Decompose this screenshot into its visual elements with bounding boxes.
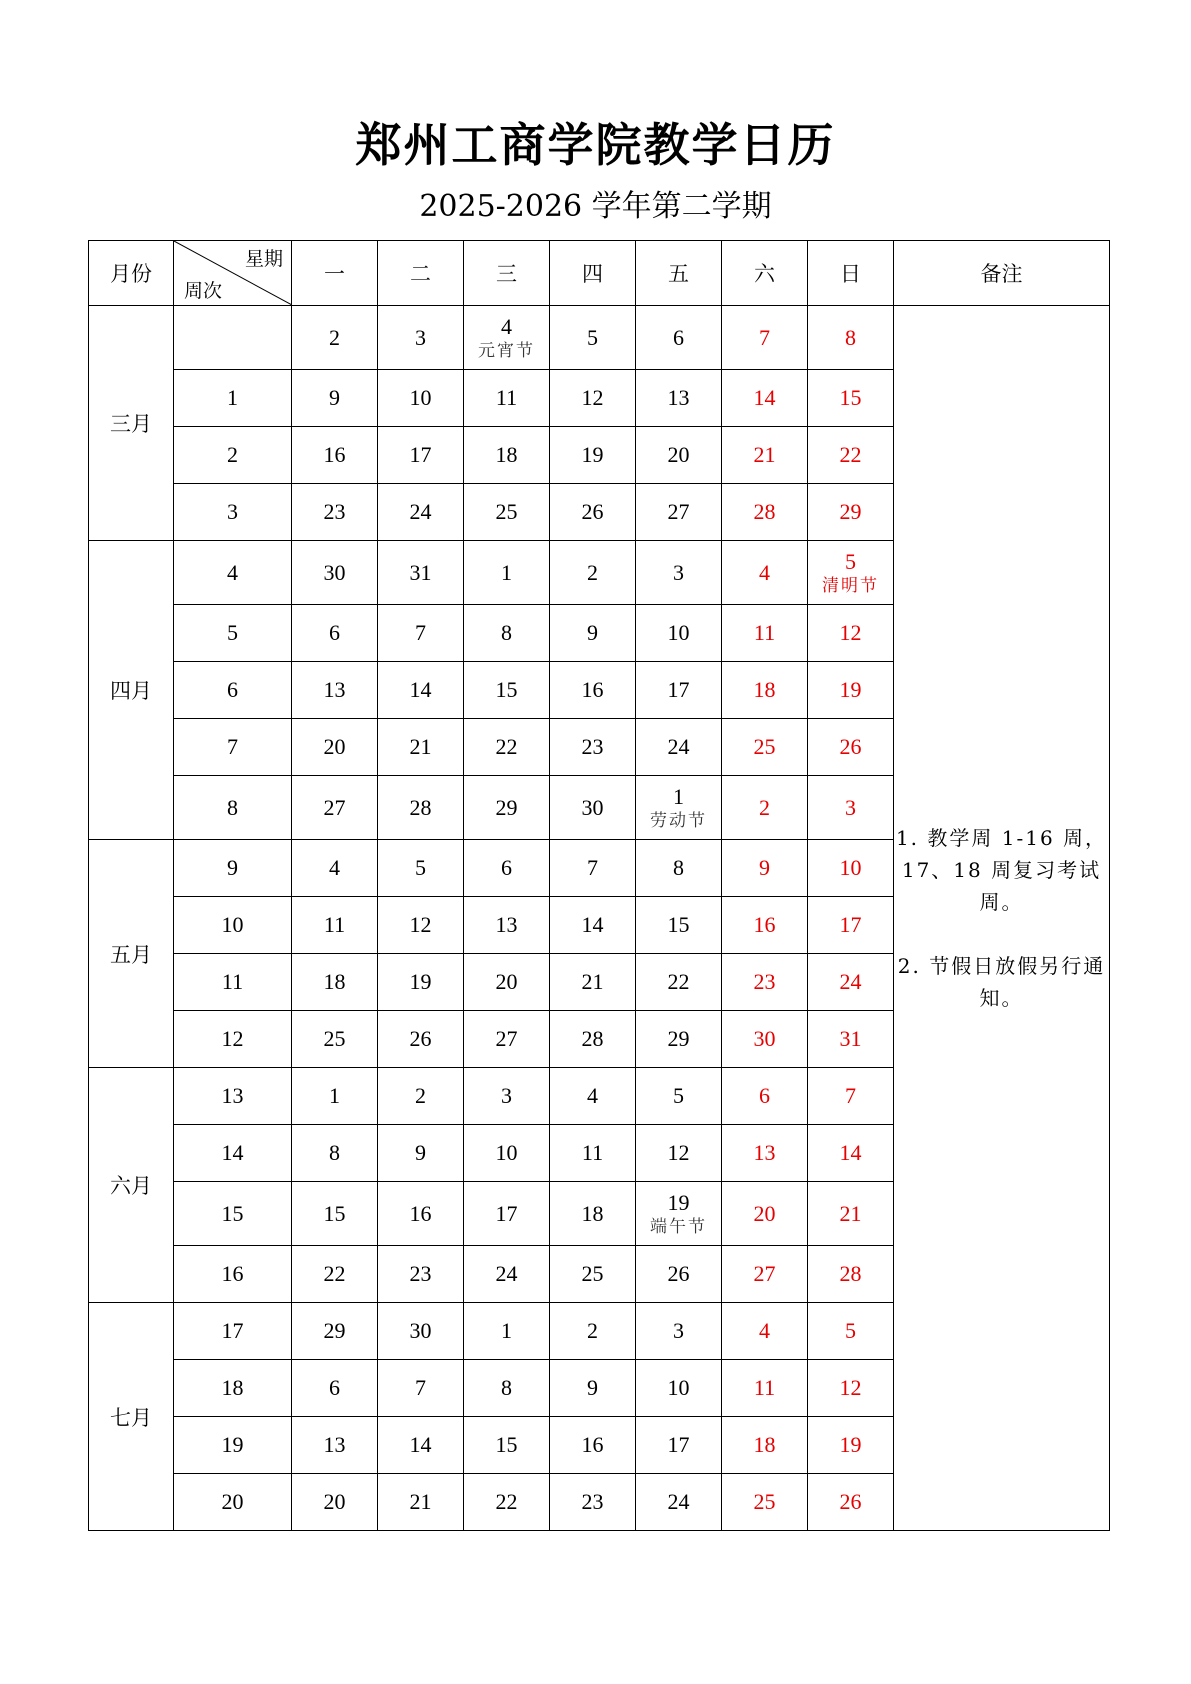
day-cell: 19	[378, 954, 464, 1011]
day-cell: 13	[464, 897, 550, 954]
notes-cell	[894, 306, 1110, 1531]
day-cell: 5	[808, 1303, 894, 1360]
day-cell: 3	[636, 541, 722, 605]
day-cell: 18	[292, 954, 378, 1011]
week-number-cell: 1	[174, 370, 292, 427]
day-cell	[636, 1182, 722, 1246]
day-header-wed: 三	[464, 241, 550, 306]
day-cell: 30	[722, 1011, 808, 1068]
week-number-cell: 15	[174, 1182, 292, 1246]
day-cell: 3	[808, 776, 894, 840]
week-number-cell: 20	[174, 1474, 292, 1531]
day-cell: 13	[722, 1125, 808, 1182]
day-cell: 9	[378, 1125, 464, 1182]
day-cell: 25	[550, 1246, 636, 1303]
header-row	[89, 241, 1110, 306]
day-cell: 6	[636, 306, 722, 370]
day-cell: 21	[378, 719, 464, 776]
day-cell: 15	[464, 1417, 550, 1474]
day-cell: 5	[378, 840, 464, 897]
day-cell: 1	[464, 541, 550, 605]
day-number: 5	[845, 548, 856, 574]
week-number-cell: 16	[174, 1246, 292, 1303]
day-cell: 23	[550, 719, 636, 776]
day-cell: 24	[464, 1246, 550, 1303]
day-cell: 28	[550, 1011, 636, 1068]
day-cell: 13	[292, 662, 378, 719]
day-cell: 18	[464, 427, 550, 484]
day-cell: 4	[722, 1303, 808, 1360]
day-cell: 24	[636, 719, 722, 776]
day-header-thu: 四	[550, 241, 636, 306]
day-cell: 16	[722, 897, 808, 954]
day-cell: 25	[722, 1474, 808, 1531]
day-cell: 21	[808, 1182, 894, 1246]
day-number: 19	[667, 1189, 690, 1215]
day-cell: 16	[550, 662, 636, 719]
week-number-cell: 4	[174, 541, 292, 605]
week-number-cell: 19	[174, 1417, 292, 1474]
day-cell: 25	[722, 719, 808, 776]
day-cell: 26	[636, 1246, 722, 1303]
week-number-cell: 11	[174, 954, 292, 1011]
week-number-cell: 12	[174, 1011, 292, 1068]
week-number-cell: 5	[174, 605, 292, 662]
day-cell: 7	[808, 1068, 894, 1125]
day-cell: 12	[808, 1360, 894, 1417]
day-cell: 19	[550, 427, 636, 484]
week-number-cell: 2	[174, 427, 292, 484]
page-title: 郑州工商学院教学日历	[355, 118, 836, 172]
day-cell: 22	[464, 1474, 550, 1531]
day-cell: 9	[550, 1360, 636, 1417]
day-cell: 2	[550, 1303, 636, 1360]
day-cell: 30	[550, 776, 636, 840]
day-cell: 20	[292, 1474, 378, 1531]
week-number-cell: 14	[174, 1125, 292, 1182]
day-cell: 27	[464, 1011, 550, 1068]
week-number-cell: 17	[174, 1303, 292, 1360]
day-cell: 6	[722, 1068, 808, 1125]
day-header-sat: 六	[722, 241, 808, 306]
day-cell: 16	[550, 1417, 636, 1474]
day-cell: 10	[464, 1125, 550, 1182]
day-cell: 9	[292, 370, 378, 427]
week-weekday-header	[174, 241, 292, 306]
day-cell: 7	[550, 840, 636, 897]
day-cell: 24	[636, 1474, 722, 1531]
day-cell: 17	[378, 427, 464, 484]
day-cell: 30	[378, 1303, 464, 1360]
day-cell: 21	[722, 427, 808, 484]
day-cell: 14	[722, 370, 808, 427]
day-cell: 13	[636, 370, 722, 427]
week-number-cell	[174, 306, 292, 370]
day-cell: 3	[464, 1068, 550, 1125]
week-number-cell: 18	[174, 1360, 292, 1417]
day-cell: 31	[378, 541, 464, 605]
day-cell: 10	[636, 1360, 722, 1417]
day-cell: 9	[550, 605, 636, 662]
month-cell: 四月	[89, 541, 174, 840]
day-number: 4	[501, 313, 512, 339]
note-item: 1. 教学周 1-16 周，17、18 周复习考试周。	[895, 826, 1108, 914]
week-number-cell: 3	[174, 484, 292, 541]
day-cell: 27	[292, 776, 378, 840]
day-cell: 14	[378, 1417, 464, 1474]
day-cell: 12	[808, 605, 894, 662]
day-cell: 17	[636, 1417, 722, 1474]
day-cell	[808, 541, 894, 605]
day-cell: 7	[378, 1360, 464, 1417]
day-cell: 11	[722, 1360, 808, 1417]
day-cell: 7	[722, 306, 808, 370]
day-cell: 9	[722, 840, 808, 897]
weekday-label: 星期	[244, 248, 283, 270]
day-cell: 19	[808, 662, 894, 719]
day-cell: 10	[808, 840, 894, 897]
note-item: 2. 节假日放假另行通知。	[897, 954, 1106, 1010]
day-cell: 18	[550, 1182, 636, 1246]
day-cell: 16	[292, 427, 378, 484]
month-cell: 三月	[89, 306, 174, 541]
day-cell: 18	[722, 1417, 808, 1474]
day-cell: 2	[722, 776, 808, 840]
day-cell: 12	[550, 370, 636, 427]
day-cell: 25	[464, 484, 550, 541]
day-header-fri: 五	[636, 241, 722, 306]
day-cell: 2	[378, 1068, 464, 1125]
day-cell: 29	[292, 1303, 378, 1360]
day-cell: 23	[722, 954, 808, 1011]
day-cell: 30	[292, 541, 378, 605]
day-cell: 20	[292, 719, 378, 776]
day-cell: 8	[464, 605, 550, 662]
day-cell: 6	[292, 1360, 378, 1417]
day-cell: 7	[378, 605, 464, 662]
day-cell: 18	[722, 662, 808, 719]
day-header-mon: 一	[292, 241, 378, 306]
day-cell: 1	[292, 1068, 378, 1125]
day-cell: 4	[292, 840, 378, 897]
week-number-cell: 8	[174, 776, 292, 840]
day-cell: 5	[636, 1068, 722, 1125]
day-cell: 22	[292, 1246, 378, 1303]
day-cell: 23	[292, 484, 378, 541]
day-cell: 22	[464, 719, 550, 776]
day-cell: 10	[378, 370, 464, 427]
day-cell: 2	[292, 306, 378, 370]
day-cell: 11	[464, 370, 550, 427]
day-cell: 3	[378, 306, 464, 370]
day-cell	[636, 776, 722, 840]
day-cell: 27	[636, 484, 722, 541]
day-cell: 1	[464, 1303, 550, 1360]
day-cell: 5	[550, 306, 636, 370]
day-cell: 8	[464, 1360, 550, 1417]
notes-header: 备注	[894, 241, 1110, 306]
week-number-cell: 9	[174, 840, 292, 897]
day-cell: 20	[722, 1182, 808, 1246]
day-cell: 29	[464, 776, 550, 840]
day-cell: 24	[378, 484, 464, 541]
day-cell: 10	[636, 605, 722, 662]
day-cell: 23	[550, 1474, 636, 1531]
day-cell: 24	[808, 954, 894, 1011]
day-cell: 27	[722, 1246, 808, 1303]
day-cell: 11	[292, 897, 378, 954]
day-cell: 14	[550, 897, 636, 954]
week-number-cell: 7	[174, 719, 292, 776]
week-number-cell: 6	[174, 662, 292, 719]
month-cell: 六月	[89, 1068, 174, 1303]
week-number-cell: 10	[174, 897, 292, 954]
day-cell: 8	[636, 840, 722, 897]
day-cell: 4	[722, 541, 808, 605]
day-cell: 26	[550, 484, 636, 541]
day-cell: 11	[722, 605, 808, 662]
month-cell: 五月	[89, 840, 174, 1068]
day-header-tue: 二	[378, 241, 464, 306]
day-cell: 29	[636, 1011, 722, 1068]
day-cell: 22	[636, 954, 722, 1011]
week-label: 周次	[184, 280, 223, 302]
day-cell: 3	[636, 1303, 722, 1360]
day-cell	[464, 306, 550, 370]
holiday-label: 端午节	[650, 1216, 707, 1237]
holiday-label: 劳动节	[650, 810, 707, 831]
holiday-label: 清明节	[822, 575, 879, 596]
day-cell: 23	[378, 1246, 464, 1303]
day-cell: 29	[808, 484, 894, 541]
day-cell: 12	[636, 1125, 722, 1182]
day-cell: 13	[292, 1417, 378, 1474]
day-cell: 15	[464, 662, 550, 719]
day-cell: 20	[636, 427, 722, 484]
day-number: 1	[673, 783, 684, 809]
day-cell: 15	[636, 897, 722, 954]
day-cell: 15	[292, 1182, 378, 1246]
day-header-sun: 日	[808, 241, 894, 306]
week-row	[89, 306, 1110, 370]
day-cell: 28	[808, 1246, 894, 1303]
holiday-label: 元宵节	[478, 340, 535, 361]
day-cell: 6	[464, 840, 550, 897]
day-cell: 2	[550, 541, 636, 605]
day-cell: 26	[808, 719, 894, 776]
day-cell: 22	[808, 427, 894, 484]
month-header: 月份	[89, 241, 174, 306]
day-cell: 14	[808, 1125, 894, 1182]
day-cell: 28	[722, 484, 808, 541]
day-cell: 20	[464, 954, 550, 1011]
day-cell: 6	[292, 605, 378, 662]
day-cell: 12	[378, 897, 464, 954]
day-cell: 26	[808, 1474, 894, 1531]
day-cell: 17	[636, 662, 722, 719]
day-cell: 25	[292, 1011, 378, 1068]
day-cell: 21	[550, 954, 636, 1011]
day-cell: 4	[550, 1068, 636, 1125]
day-cell: 21	[378, 1474, 464, 1531]
day-cell: 17	[464, 1182, 550, 1246]
day-cell: 8	[292, 1125, 378, 1182]
day-cell: 26	[378, 1011, 464, 1068]
day-cell: 8	[808, 306, 894, 370]
day-cell: 28	[378, 776, 464, 840]
calendar-table	[88, 240, 1110, 1531]
day-cell: 16	[378, 1182, 464, 1246]
week-number-cell: 13	[174, 1068, 292, 1125]
day-cell: 14	[378, 662, 464, 719]
day-cell: 31	[808, 1011, 894, 1068]
day-cell: 15	[808, 370, 894, 427]
month-cell: 七月	[89, 1303, 174, 1531]
day-cell: 19	[808, 1417, 894, 1474]
day-cell: 11	[550, 1125, 636, 1182]
day-cell: 17	[808, 897, 894, 954]
semester-subtitle: 2025-2026 学年第二学期	[419, 189, 772, 224]
